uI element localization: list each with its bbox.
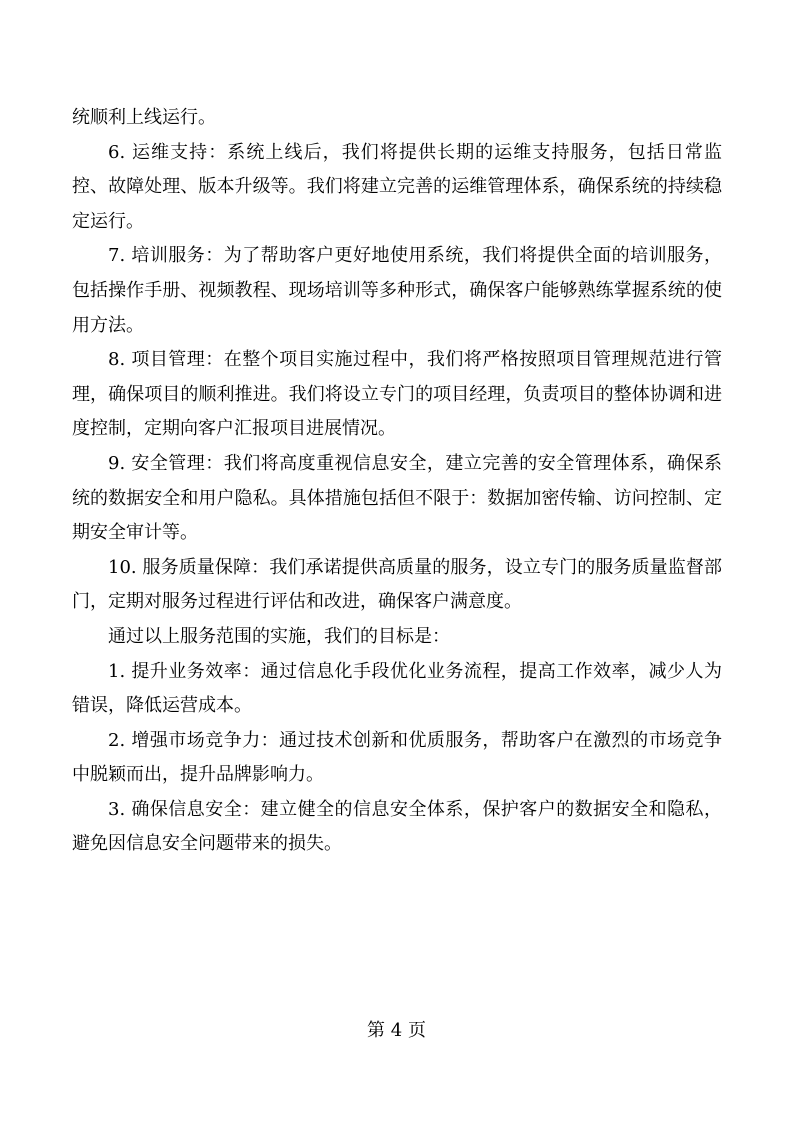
- paragraph-goal-1-efficiency: 1. 提升业务效率：通过信息化手段优化业务流程，提高工作效率，减少人为错误，降低运营成本。: [72, 660, 722, 717]
- paragraph-item-10-quality-assurance: 10. 服务质量保障：我们承诺提供高质量的服务，设立专门的服务质量监督部门，定期对服务过程进行评估和改进，确保客户满意度。: [72, 556, 722, 613]
- paragraph-goal-2-competitiveness: 2. 增强市场竞争力：通过技术创新和优质服务，帮助客户在激烈的市场竞争中脱颖而出，提升品牌影响力。: [72, 729, 722, 786]
- paragraph-item-6-ops-support: 6. 运维支持：系统上线后，我们将提供长期的运维支持服务，包括日常监控、故障处理、版本升级等。我们将建立完善的运维管理体系，确保系统的持续稳定运行。: [72, 141, 722, 232]
- paragraph-item-8-project-management: 8. 项目管理：在整个项目实施过程中，我们将严格按照项目管理规范进行管理，确保项目的顺利推进。我们将设立专门的项目经理，负责项目的整体协调和进度控制，定期向客户汇报项目进展情况。: [72, 349, 722, 440]
- paragraph-item-9-security-management: 9. 安全管理：我们将高度重视信息安全，建立完善的安全管理体系，确保系统的数据安全和用户隐私。具体措施包括但不限于：数据加密传输、访问控制、定期安全审计等。: [72, 452, 722, 544]
- paragraph-goals-intro: 通过以上服务范围的实施，我们的目标是：: [108, 625, 450, 647]
- paragraph-item-7-training: 7. 培训服务：为了帮助客户更好地使用系统，我们将提供全面的培训服务，包括操作手册、视频教程、现场培训等多种形式，确保客户能够熟练掌握系统的使用方法。: [72, 245, 722, 336]
- paragraph-goal-3-info-security: 3. 确保信息安全：建立健全的信息安全体系，保护客户的数据安全和隐私，避免因信息安全问题带来的损失。: [72, 798, 722, 855]
- body-text: [72, 101, 722, 862]
- page-number-footer: 第 4 页: [367, 1020, 426, 1041]
- paragraph-continuation: 统顺利上线运行。: [72, 107, 216, 128]
